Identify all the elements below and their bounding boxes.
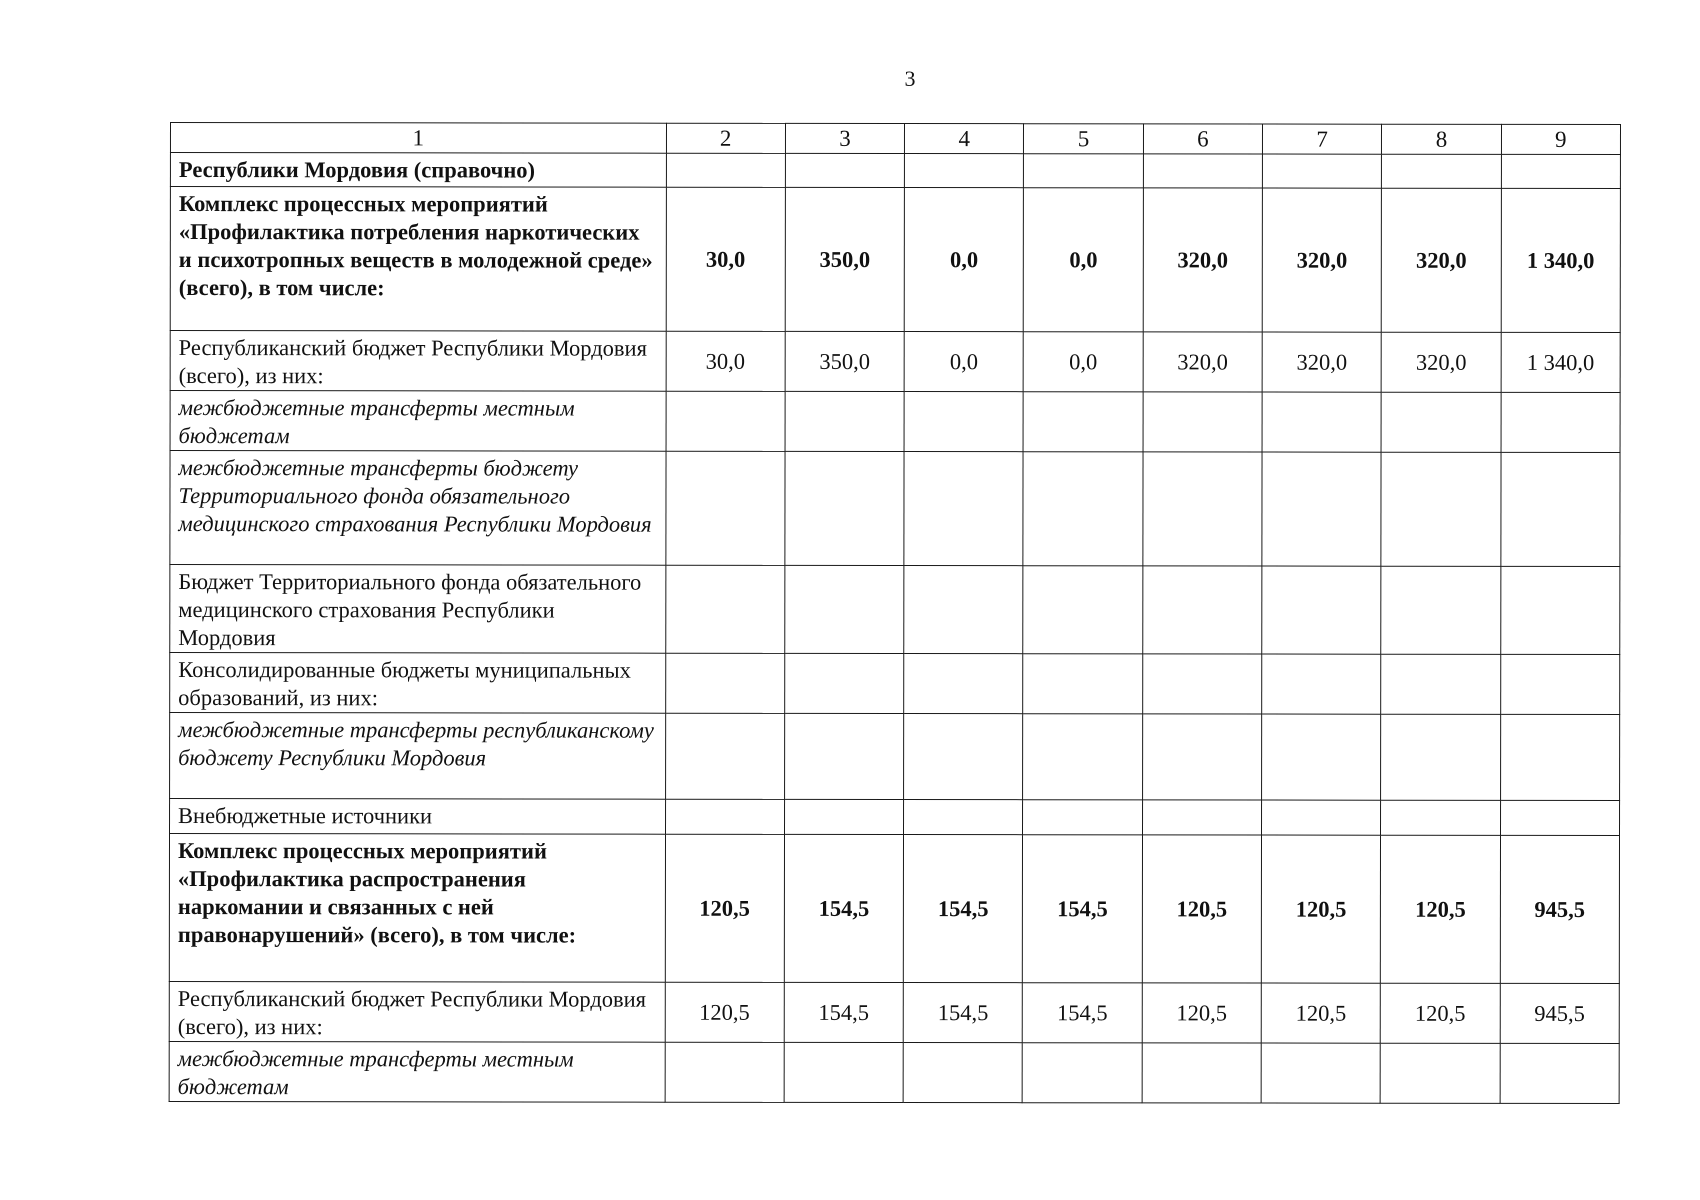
value-cell-col-4 bbox=[903, 1043, 1022, 1103]
value-cell-col-8 bbox=[1381, 654, 1500, 714]
table-row bbox=[170, 331, 1620, 393]
value-cell-col-6 bbox=[1142, 654, 1261, 714]
value-cell-col-2 bbox=[665, 713, 784, 799]
value-cell-col-8: 320,0 bbox=[1382, 188, 1501, 332]
value-cell-col-9 bbox=[1500, 654, 1619, 714]
value-cell-col-6 bbox=[1142, 1043, 1261, 1103]
row-label: Бюджет Территориального фонда обязательного медицинского страхования Республики Мордовия bbox=[170, 565, 666, 654]
value-cell-col-6: 120,5 bbox=[1142, 983, 1261, 1043]
value-cell-col-6: 320,0 bbox=[1143, 188, 1262, 332]
value-cell-col-4 bbox=[905, 154, 1024, 188]
value-cell-col-7 bbox=[1262, 714, 1381, 800]
value-cell-col-8 bbox=[1382, 154, 1501, 188]
value-cell-col-4: 154,5 bbox=[903, 983, 1022, 1043]
value-cell-col-2 bbox=[665, 451, 784, 565]
value-cell-col-9 bbox=[1500, 714, 1619, 800]
table-row bbox=[170, 451, 1620, 567]
table-row bbox=[170, 187, 1620, 333]
value-cell-col-3 bbox=[785, 565, 904, 653]
value-cell-col-6: 320,0 bbox=[1143, 332, 1262, 392]
value-cell-col-5: 154,5 bbox=[1023, 835, 1143, 983]
value-cell-col-4: 154,5 bbox=[903, 835, 1023, 983]
value-cell-col-8: 320,0 bbox=[1381, 332, 1500, 392]
row-label: межбюджетные трансферты бюджету Территориального фонда обязательного медицинского страхования Республики Мордовия bbox=[170, 451, 666, 566]
table-row bbox=[169, 1041, 1619, 1103]
value-cell-col-4 bbox=[904, 566, 1023, 654]
column-header-9: 9 bbox=[1501, 124, 1620, 154]
value-cell-col-5 bbox=[1023, 452, 1142, 566]
value-cell-col-7: 120,5 bbox=[1261, 983, 1380, 1043]
column-header-3: 3 bbox=[785, 123, 904, 153]
value-cell-col-3: 350,0 bbox=[785, 187, 904, 331]
value-cell-col-2 bbox=[665, 799, 784, 834]
value-cell-col-5 bbox=[1023, 714, 1142, 800]
value-cell-col-9 bbox=[1501, 392, 1620, 452]
value-cell-col-5 bbox=[1023, 800, 1142, 835]
table-row bbox=[170, 153, 1620, 189]
table-body bbox=[169, 123, 1620, 1104]
value-cell-col-6 bbox=[1142, 800, 1261, 835]
value-cell-col-7: 320,0 bbox=[1262, 332, 1381, 392]
budget-table bbox=[169, 122, 1621, 1104]
value-cell-col-2: 30,0 bbox=[666, 187, 785, 331]
value-cell-col-4 bbox=[904, 452, 1023, 566]
row-label: межбюджетные трансферты республиканскому бюджету Республики Мордовия bbox=[170, 713, 666, 800]
value-cell-col-4 bbox=[904, 800, 1023, 835]
table-row bbox=[169, 834, 1619, 984]
value-cell-col-5 bbox=[1023, 392, 1142, 452]
value-cell-col-8 bbox=[1381, 714, 1500, 800]
value-cell-col-4 bbox=[904, 714, 1023, 800]
column-header-8: 8 bbox=[1382, 124, 1501, 154]
value-cell-col-9 bbox=[1500, 566, 1619, 654]
value-cell-col-5: 0,0 bbox=[1024, 188, 1143, 332]
value-cell-col-8: 120,5 bbox=[1381, 835, 1501, 983]
value-cell-col-8 bbox=[1380, 1043, 1499, 1103]
value-cell-col-3 bbox=[785, 391, 904, 451]
value-cell-col-9: 945,5 bbox=[1500, 983, 1619, 1043]
value-cell-col-6 bbox=[1143, 392, 1262, 452]
column-header-6: 6 bbox=[1143, 124, 1262, 154]
page-number: 3 bbox=[904, 66, 916, 91]
value-cell-col-2 bbox=[666, 153, 785, 187]
value-cell-col-3 bbox=[785, 153, 904, 187]
value-cell-col-3: 350,0 bbox=[785, 331, 904, 391]
value-cell-col-7 bbox=[1262, 154, 1381, 188]
value-cell-col-6: 120,5 bbox=[1142, 835, 1262, 983]
row-label: Комплекс процессных мероприятий «Профилактика распространения наркомании и связанных с ней правонарушений» (всего), в том числе: bbox=[169, 834, 665, 983]
value-cell-col-6 bbox=[1143, 566, 1262, 654]
value-cell-col-5: 0,0 bbox=[1024, 332, 1143, 392]
table-row bbox=[170, 653, 1620, 715]
budget-sheet bbox=[169, 122, 1621, 1104]
value-cell-col-5 bbox=[1023, 654, 1142, 714]
value-cell-col-8 bbox=[1381, 452, 1500, 566]
column-header-4: 4 bbox=[905, 124, 1024, 154]
value-cell-col-7: 320,0 bbox=[1262, 188, 1381, 332]
table-row bbox=[169, 981, 1619, 1043]
table-row bbox=[170, 713, 1620, 801]
value-cell-col-2 bbox=[665, 1042, 784, 1102]
value-cell-col-9 bbox=[1501, 154, 1620, 188]
value-cell-col-2 bbox=[666, 391, 785, 451]
value-cell-col-6 bbox=[1142, 714, 1261, 800]
value-cell-col-4: 0,0 bbox=[904, 332, 1023, 392]
row-label: Республики Мордовия (справочно) bbox=[170, 153, 666, 188]
value-cell-col-9: 945,5 bbox=[1500, 835, 1620, 983]
value-cell-col-5: 154,5 bbox=[1023, 983, 1142, 1043]
value-cell-col-7: 120,5 bbox=[1261, 835, 1381, 983]
value-cell-col-5 bbox=[1023, 566, 1142, 654]
value-cell-col-2: 30,0 bbox=[666, 331, 785, 391]
value-cell-col-2: 120,5 bbox=[665, 982, 784, 1042]
value-cell-col-7 bbox=[1262, 654, 1381, 714]
table-row bbox=[170, 391, 1620, 453]
value-cell-col-3 bbox=[784, 799, 903, 834]
value-cell-col-9 bbox=[1500, 800, 1619, 835]
value-cell-col-8 bbox=[1381, 800, 1500, 835]
value-cell-col-8: 120,5 bbox=[1381, 983, 1500, 1043]
value-cell-col-3: 154,5 bbox=[784, 982, 903, 1042]
value-cell-col-9: 1 340,0 bbox=[1501, 332, 1620, 392]
value-cell-col-9: 1 340,0 bbox=[1501, 188, 1621, 332]
value-cell-col-8 bbox=[1381, 566, 1500, 654]
value-cell-col-4: 0,0 bbox=[904, 188, 1023, 332]
value-cell-col-6 bbox=[1143, 154, 1262, 188]
value-cell-col-2 bbox=[665, 565, 784, 653]
value-cell-col-7 bbox=[1262, 566, 1381, 654]
table-row bbox=[170, 565, 1620, 655]
value-cell-col-3: 154,5 bbox=[784, 834, 904, 982]
row-label: Республиканский бюджет Республики Мордовия (всего), из них: bbox=[170, 331, 666, 392]
value-cell-col-5 bbox=[1023, 1043, 1142, 1103]
row-label: Внебюджетные источники bbox=[170, 799, 666, 835]
value-cell-col-8 bbox=[1381, 392, 1500, 452]
value-cell-col-9 bbox=[1500, 1043, 1619, 1103]
table-row bbox=[170, 799, 1620, 836]
value-cell-col-7 bbox=[1261, 1043, 1380, 1103]
value-cell-col-3 bbox=[785, 653, 904, 713]
value-cell-col-2: 120,5 bbox=[665, 834, 785, 982]
column-header-7: 7 bbox=[1263, 124, 1382, 154]
value-cell-col-3 bbox=[784, 1042, 903, 1102]
column-number-row bbox=[170, 123, 1620, 155]
row-label: Республиканский бюджет Республики Мордовия (всего), из них: bbox=[169, 981, 665, 1042]
value-cell-col-6 bbox=[1143, 452, 1262, 566]
column-header-1: 1 bbox=[170, 123, 666, 154]
value-cell-col-7 bbox=[1262, 452, 1381, 566]
value-cell-col-4 bbox=[904, 392, 1023, 452]
value-cell-col-4 bbox=[904, 654, 1023, 714]
value-cell-col-3 bbox=[784, 713, 903, 799]
row-label: межбюджетные трансферты местным бюджетам bbox=[169, 1041, 665, 1102]
row-label: Консолидированные бюджеты муниципальных образований, из них: bbox=[170, 653, 666, 714]
value-cell-col-3 bbox=[785, 451, 904, 565]
column-header-5: 5 bbox=[1024, 124, 1143, 154]
value-cell-col-9 bbox=[1501, 452, 1621, 566]
value-cell-col-5 bbox=[1024, 154, 1143, 188]
row-label: Комплекс процессных мероприятий «Профилактика потребления наркотических и психотропных веществ в молодежной среде» (всего), в том числе: bbox=[170, 187, 666, 332]
column-header-2: 2 bbox=[666, 123, 785, 153]
value-cell-col-2 bbox=[665, 653, 784, 713]
value-cell-col-7 bbox=[1262, 392, 1381, 452]
value-cell-col-7 bbox=[1262, 800, 1381, 835]
row-label: межбюджетные трансферты местным бюджетам bbox=[170, 391, 666, 452]
